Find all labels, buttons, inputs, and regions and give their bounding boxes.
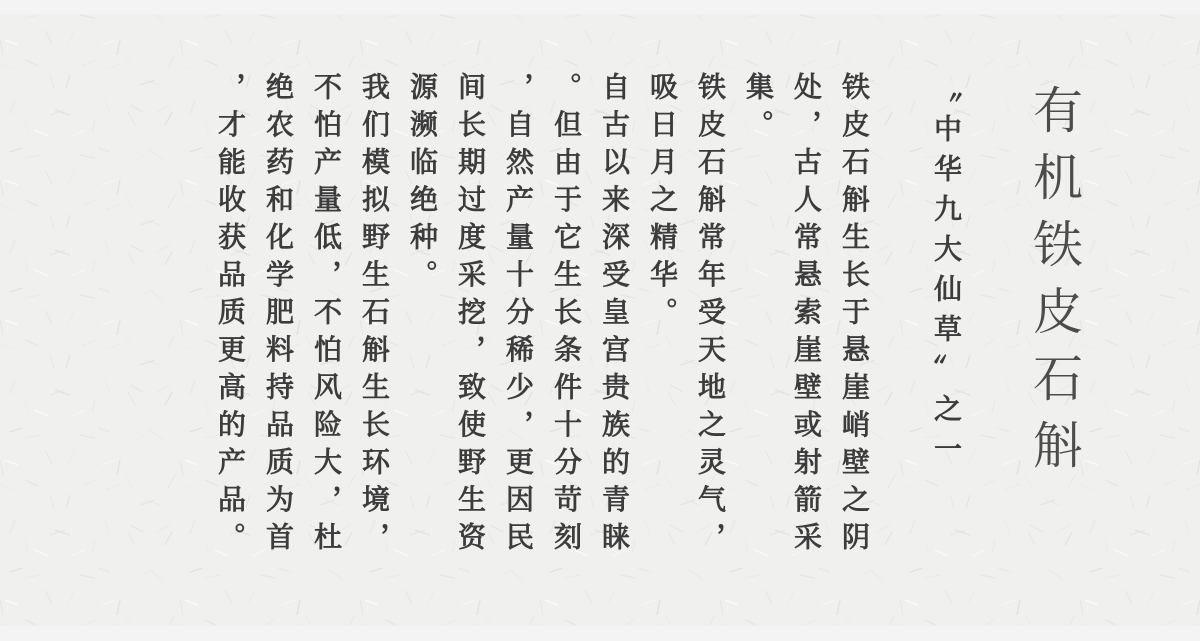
body-text xyxy=(206,72,878,560)
page-subtitle: 〝中华九大仙草〞之一 xyxy=(931,74,962,474)
text-column: 间长期过度采挖，致使野生资 xyxy=(455,72,486,560)
text-column: ，自然产量十分稀少，更因民 xyxy=(503,72,534,560)
text-column: 绝农药和化学肥料持品质为首 xyxy=(263,72,294,560)
text-column: 源濒临绝种。 xyxy=(407,72,438,297)
text-column: 自古以来深受皇宫贵族的青睐 xyxy=(599,72,630,560)
page-title: 有机铁皮石斛 xyxy=(1026,84,1082,486)
text-column: 吸日月之精华。 xyxy=(647,72,678,335)
text-column: 。但由于它生长条件十分苛刻 xyxy=(551,72,582,560)
text-column: 处，古人常悬索崖壁或射箭采 xyxy=(791,72,822,560)
bottom-margin-strip xyxy=(0,625,1200,641)
text-column: 集。 xyxy=(743,72,774,147)
text-column: 我们模拟野生石斛生长环境， xyxy=(359,72,390,560)
top-margin-strip xyxy=(0,0,1200,15)
text-column: ，才能收获品质更高的产品。 xyxy=(215,72,246,560)
text-column: 不怕产量低，不怕风险大，杜 xyxy=(311,72,342,560)
text-column: 铁皮石斛常年受天地之灵气， xyxy=(695,72,726,560)
text-column: 铁皮石斛生长于悬崖峭壁之阴 xyxy=(839,72,870,560)
